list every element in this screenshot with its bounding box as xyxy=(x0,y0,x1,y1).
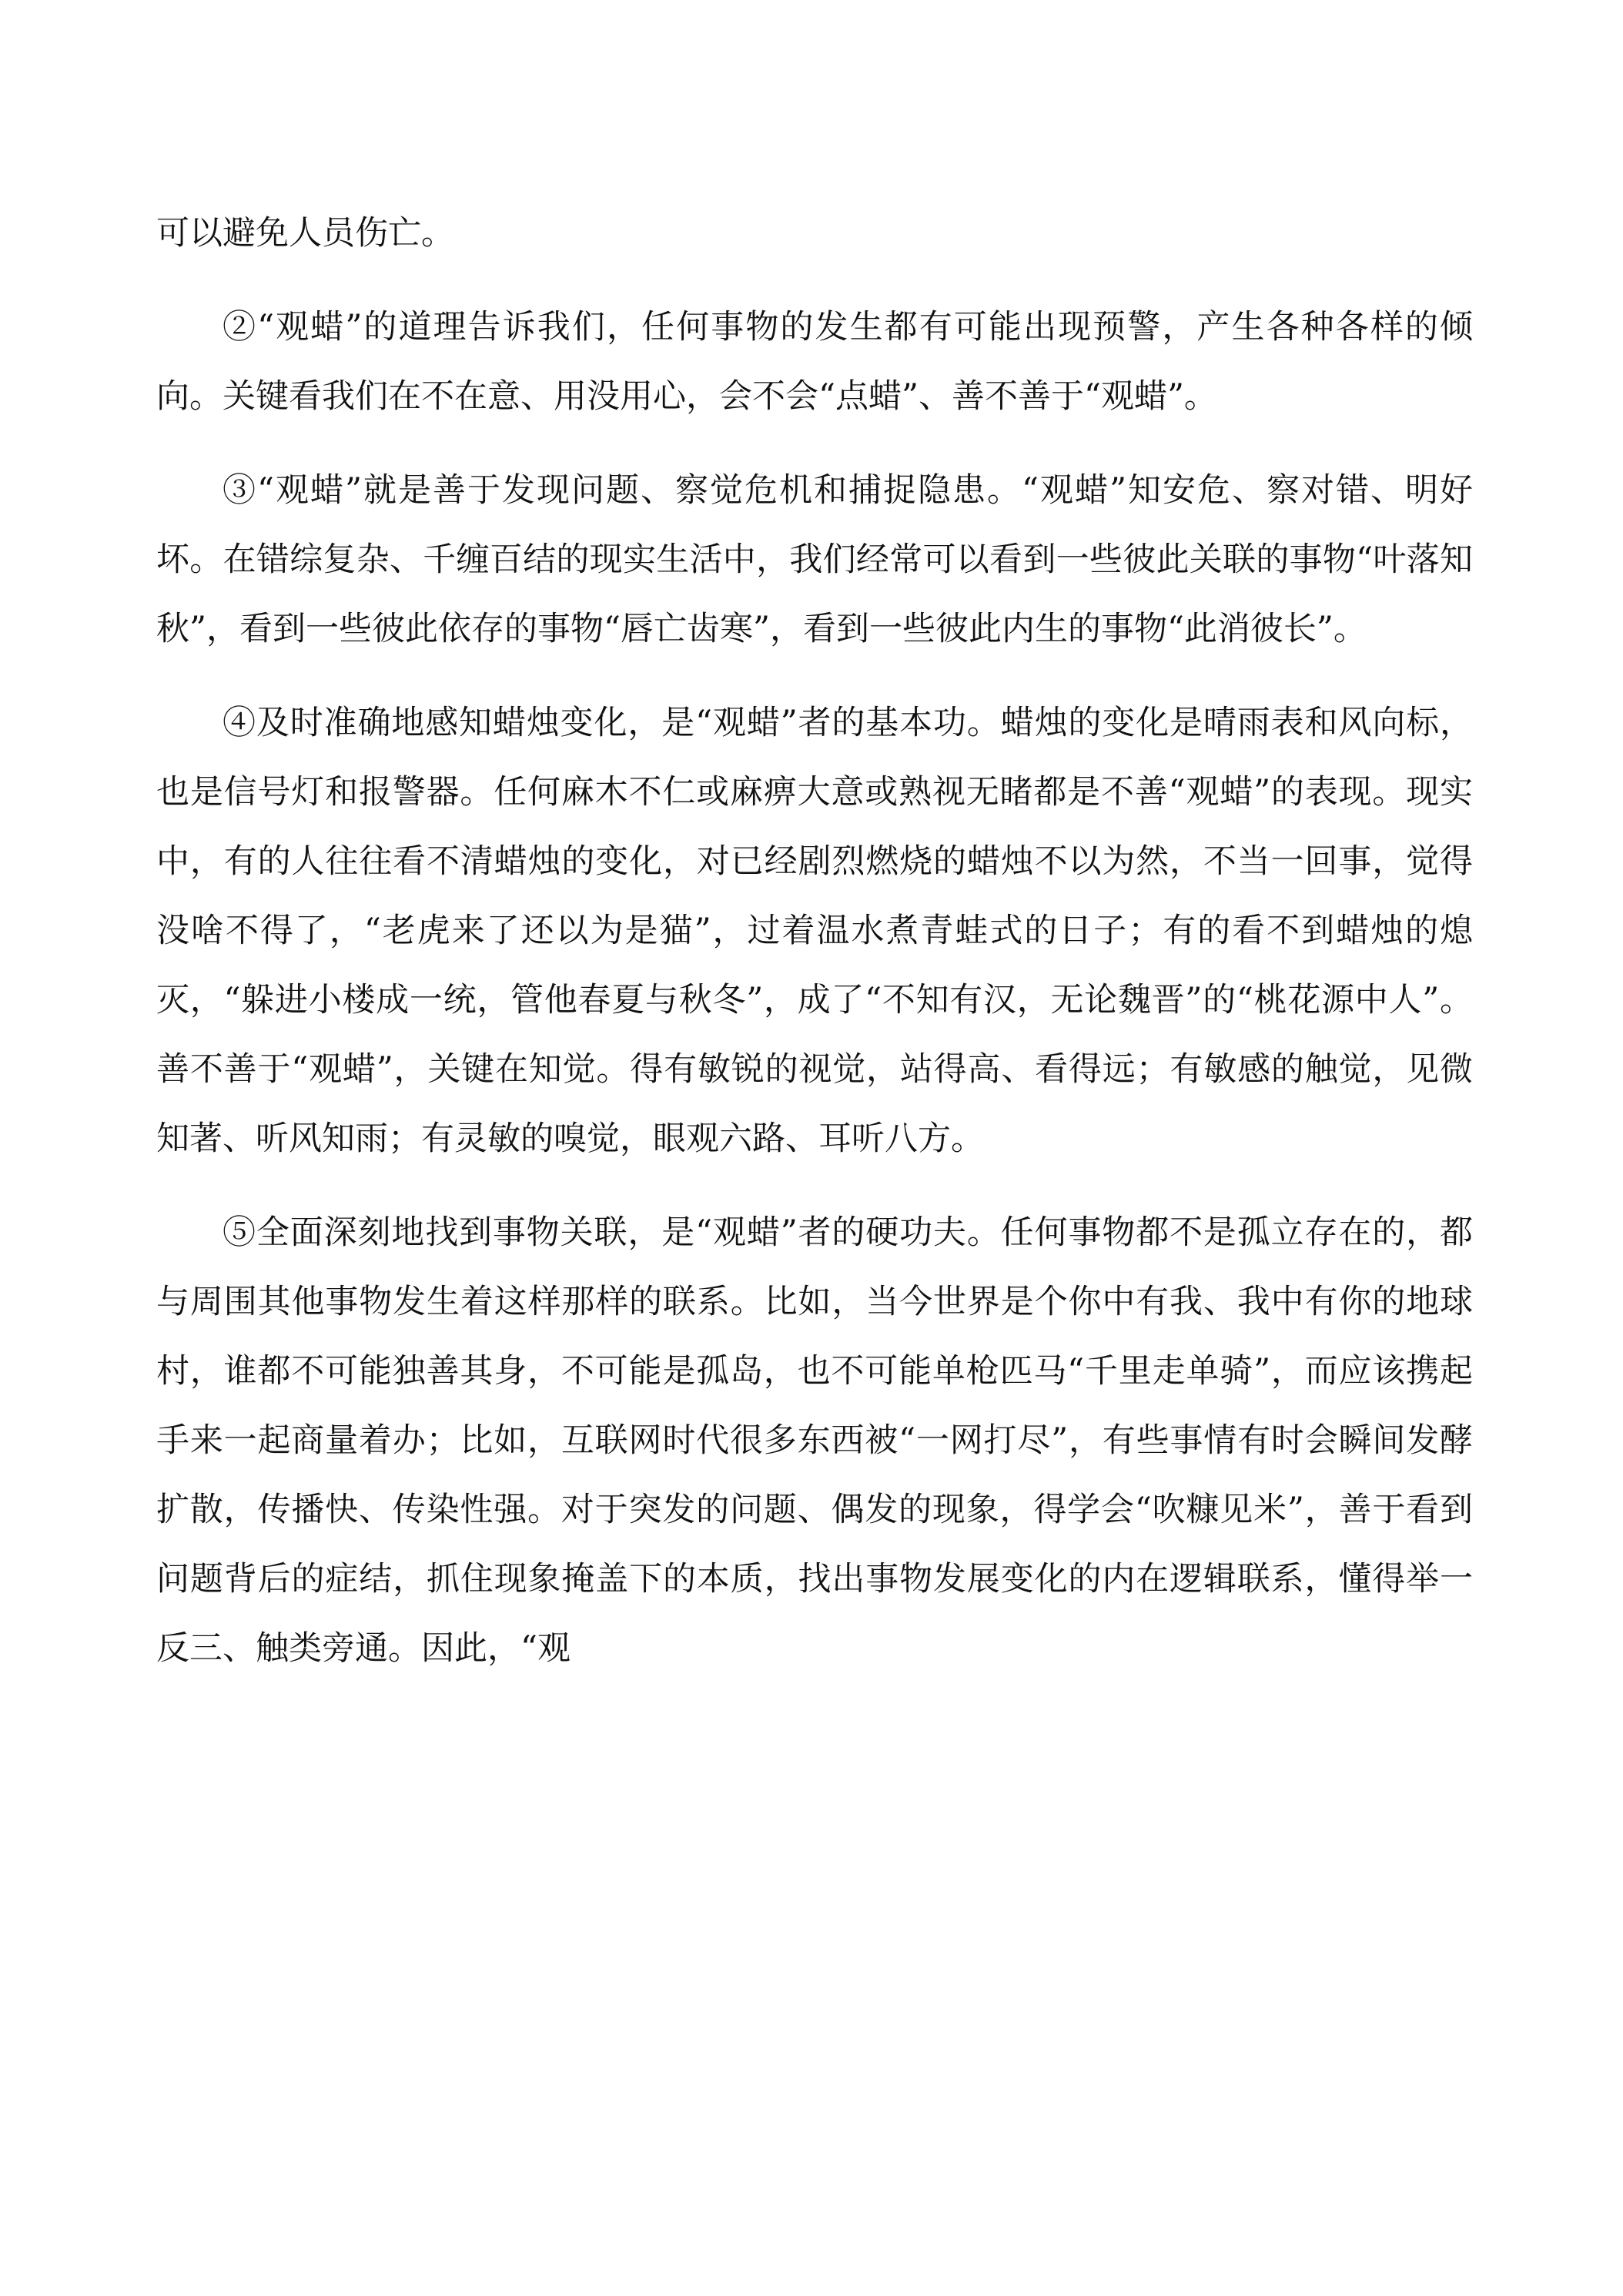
paragraph-4: ④及时准确地感知蜡烛变化，是“观蜡”者的基本功。蜡烛的变化是晴雨表和风向标，也是信号灯和报警器。任何麻木不仁或麻痹大意或熟视无睹都是不善“观蜡”的表现。现实中，有的人往往看不清蜡烛的变化，对已经剧烈燃烧的蜡烛不以为然，不当一回事，觉得没啥不得了，“老虎来了还以为是猫”，过着温水煮青蛙式的日子；有的看不到蜡烛的熄灭，“躲进小楼成一统，管他春夏与秋冬”，成了“不知有汉，无论魏晋”的“桃花源中人”。善不善于“观蜡”，关键在知觉。得有敏锐的视觉，站得高、看得远；有敏感的触觉，见微知著、听风知雨；有灵敏的嗅觉，眼观六路、耳听八方。 xyxy=(156,704,1473,1158)
paragraph-5: ⑤全面深刻地找到事物关联，是“观蜡”者的硬功夫。任何事物都不是孤立存在的，都与周围其他事物发生着这样那样的联系。比如，当今世界是个你中有我、我中有你的地球村，谁都不可能独善其身，不可能是孤岛，也不可能单枪匹马“千里走单骑”，而应该携起手来一起商量着办；比如，互联网时代很多东西被“一网打尽”，有些事情有时会瞬间发酵扩散，传播快、传染性强。对于突发的问题、偶发的现象，得学会“吹糠见米”，善于看到问题背后的症结，抓住现象掩盖下的本质，找出事物发展变化的内在逻辑联系，懂得举一反三、触类旁通。因此，“观 xyxy=(156,1213,1473,1668)
paragraph-3: ③“观蜡”就是善于发现问题、察觉危机和捕捉隐患。“观蜡”知安危、察对错、明好坏。在错综复杂、千缠百结的现实生活中，我们经常可以看到一些彼此关联的事物“叶落知秋”，看到一些彼此依存的事物“唇亡齿寒”，看到一些彼此内生的事物“此消彼长”。 xyxy=(156,471,1473,648)
document-body xyxy=(156,199,1473,1708)
paragraph-2: ②“观蜡”的道理告诉我们，任何事物的发生都有可能出现预警，产生各种各样的倾向。关键看我们在不在意、用没用心，会不会“点蜡”、善不善于“观蜡”。 xyxy=(156,308,1473,416)
paragraph-continued: 可以避免人员伤亡。 xyxy=(156,214,454,253)
